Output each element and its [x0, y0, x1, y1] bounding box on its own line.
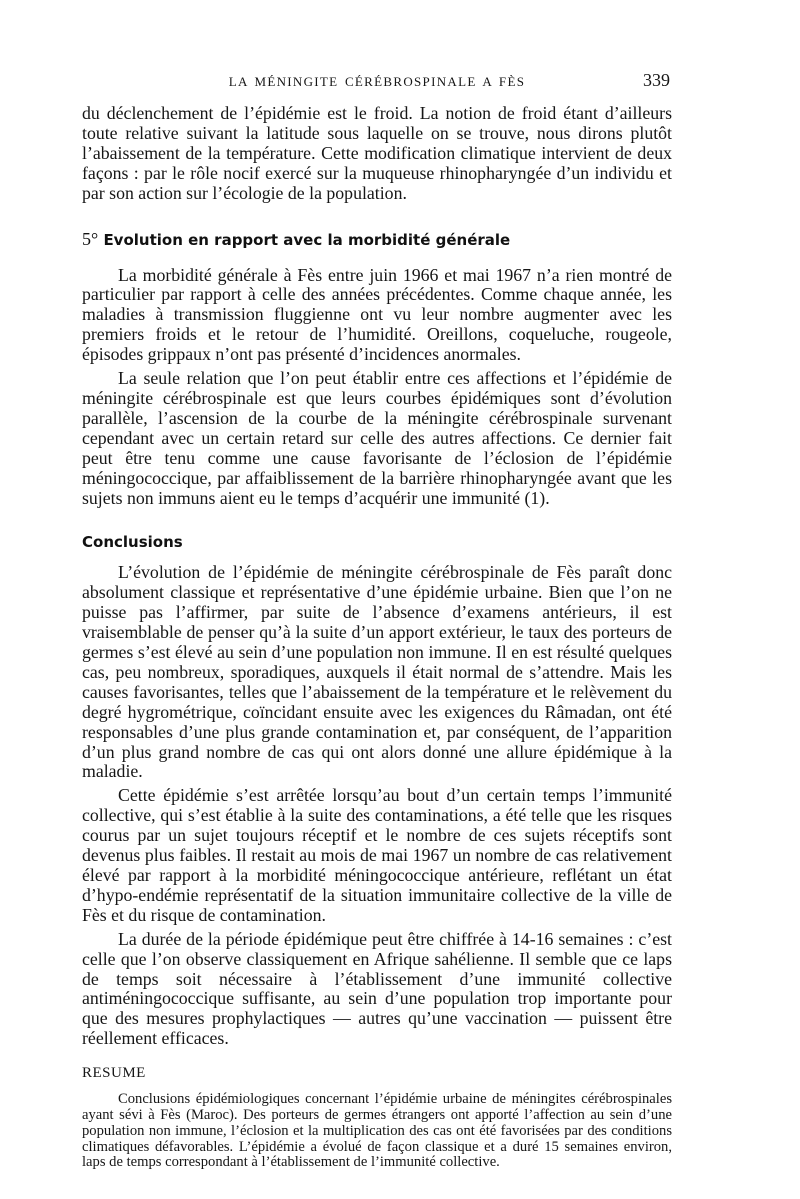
resume-heading: RESUME [82, 1065, 146, 1082]
running-title: LA MÉNINGITE CÉRÉBROSPINALE A FÈS [228, 74, 526, 89]
section-5-title: Evolution en rapport avec la morbidité générale [103, 230, 511, 249]
section-5-paragraph: La seule relation que l’on peut établir entre ces affections et l’épidémie de méningite cérébrospinale est que leurs courbes épidémiques sont d’évolution parallèle, l’ascension de la courbe de la méningite cérébrospinale survenant cependant avec un certain retard sur celle des autres affections. Ce dernier fait peut être tenu comme une cause favorisante de l’éclosion de l’épidémie méningococcique, par affaiblissement de la barrière rhinopharyngée avant que les sujets non immuns aient eu le temps d’acquérir une immunité (1). [82, 368, 672, 508]
intro-paragraph: du déclenchement de l’épidémie est le froid. La notion de froid étant d’ailleurs toute relative suivant la latitude sous laquelle on se trouve, nous dirons plutôt l’abaissement de la température. Cette modification climatique intervient de deux façons : par le rôle nocif exercé sur la muqueuse rhinopharyngée d’un individu et par son action sur l’écologie de la population. [82, 103, 672, 203]
section-5-number: 5° [82, 228, 99, 249]
journal-page [82, 66, 672, 1171]
conclusions-paragraph: La durée de la période épidémique peut être chiffrée à 14-16 semaines : c’est celle que l’on observe classiquement en Afrique sahélienne. Il semble que ce laps de temps soit nécessaire à l’établissement d’une immunité collective antiméningococcique suffisante, au sein d’une population trop importante pour que des mesures prophylactiques — autres qu’une vaccination — puissent être réellement efficaces. [82, 928, 672, 1049]
resume-paragraph: Conclusions épidémiologiques concernant l’épidémie urbaine de méningites cérébrospinales ayant sévi à Fès (Maroc). Des porteurs de germes étrangers ont apporté l’affection au sein d’une population non immune, l’éclosion et la multiplication des cas ont été favorisées par des conditions climatiques défavorables. L’épidémie a évolué de façon classique et a duré 15 semaines environ, laps de temps correspondant à l’établissement de l’immunité collective. [82, 1091, 672, 1171]
running-head [82, 66, 672, 96]
page-number: 339 [643, 70, 670, 90]
conclusions-paragraph: L’évolution de l’épidémie de méningite cérébrospinale de Fès paraît donc absolument classique et représentative d’une épidémie urbaine. Bien que l’on ne puisse pas l’affirmer, par suite de l’absence d’examens antérieurs, il est vraisemblable de penser qu’à la suite d’un apport extérieur, le taux des porteurs de germes s’est élevé au sein d’une population non immune. Il en est résulté quelques cas, peu nombreux, sporadiques, auxquels il était normal de s’attendre. Mais les causes favorisantes, telles que l’abaissement de la température et le relèvement du degré hygrométrique, coïncidant ensuite avec les exigences du Râmadan, ont été responsables d’une plus grande contamination et, par conséquent, de l’apparition d’un plus grand nombre de cas qui ont alors donné une allure épidémique à la maladie. [82, 562, 672, 782]
conclusions-paragraph: Cette épidémie s’est arrêtée lorsqu’au bout d’un certain temps l’immunité collective, qui s’est établie à la suite des contaminations, a été telle que les risques courus par un sujet toujours réceptif et le nombre de ces sujets réceptifs sont devenus plus faibles. Il restait au mois de mai 1967 un nombre de cas relativement élevé par rapport à la morbidité méningococcique antérieure, reflétant un état d’hypo-endémie représentatif de la situation immunitaire collective de la ville de Fès et du risque de contamination. [82, 785, 672, 925]
conclusions-heading: Conclusions [82, 533, 183, 552]
section-5-paragraph: La morbidité générale à Fès entre juin 1966 et mai 1967 n’a rien montré de particulier par rapport à celle des années précédentes. Comme chaque année, les maladies à transmission fluggienne ont vu leur nombre augmenter avec les premiers froids et le retour de l’humidité. Oreillons, coqueluche, rougeole, épisodes grippaux n’ont pas présenté d’incidences anormales. [82, 264, 672, 365]
section-5-heading [82, 229, 672, 250]
